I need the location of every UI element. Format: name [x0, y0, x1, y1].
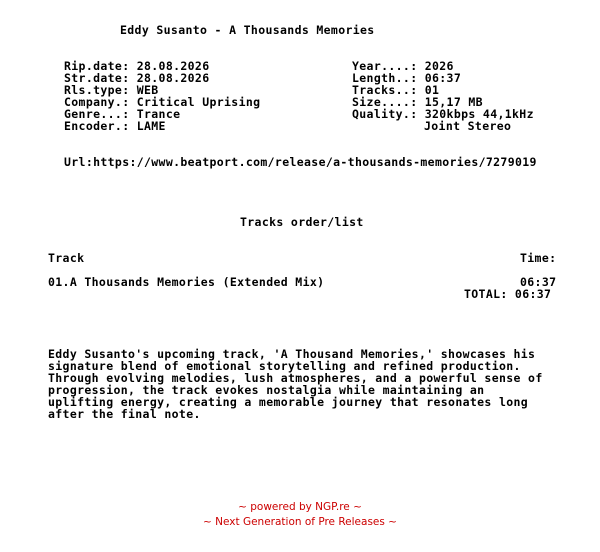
release-description — [48, 348, 596, 420]
info-company: Company.: Critical Uprising — [64, 95, 261, 109]
info-mode: Joint Stereo — [424, 119, 512, 133]
total-time: TOTAL: 06:37 — [464, 287, 552, 301]
description-line: after the final note. — [48, 407, 201, 421]
release-title: Eddy Susanto - A Thousands Memories — [120, 23, 375, 37]
track-title: 01.A Thousands Memories (Extended Mix) — [48, 275, 325, 289]
release-url: Url:https://www.beatport.com/release/a-thousands-memories/7279019 — [64, 155, 537, 169]
info-genre: Genre...: Trance — [64, 107, 181, 121]
description-line: progression, the track evokes nostalgia while maintaining an — [48, 383, 485, 397]
info-str-date: Str.date: 28.08.2026 — [64, 71, 210, 85]
info-tracks: Tracks..: 01 — [352, 83, 440, 97]
track-column-header: Track — [48, 251, 85, 265]
time-column-header: Time: — [520, 251, 557, 265]
info-rip-date: Rip.date: 28.08.2026 — [64, 59, 210, 73]
info-length: Length..: 06:37 — [352, 71, 462, 85]
footer-tagline: ~ Next Generation of Pre Releases ~ — [203, 516, 397, 528]
tracklist-heading: Tracks order/list — [240, 215, 364, 229]
info-size: Size....: 15,17 MB — [352, 95, 483, 109]
info-quality: Quality.: 320kbps 44,1kHz — [352, 107, 534, 121]
description-line: signature blend of emotional storytelling and refined production. — [48, 359, 521, 373]
description-line: uplifting energy, creating a memorable journey that resonates long — [48, 395, 529, 409]
info-rls-type: Rls.type: WEB — [64, 83, 159, 97]
description-line: Eddy Susanto's upcoming track, 'A Thousand Memories,' showcases his — [48, 347, 536, 361]
footer-powered-by: ~ powered by NGP.re ~ — [238, 501, 362, 513]
info-year: Year....: 2026 — [352, 59, 454, 73]
info-encoder: Encoder.: LAME — [64, 119, 166, 133]
track-time: 06:37 — [520, 275, 557, 289]
description-line: Through evolving melodies, lush atmospheres, and a powerful sense of — [48, 371, 543, 385]
